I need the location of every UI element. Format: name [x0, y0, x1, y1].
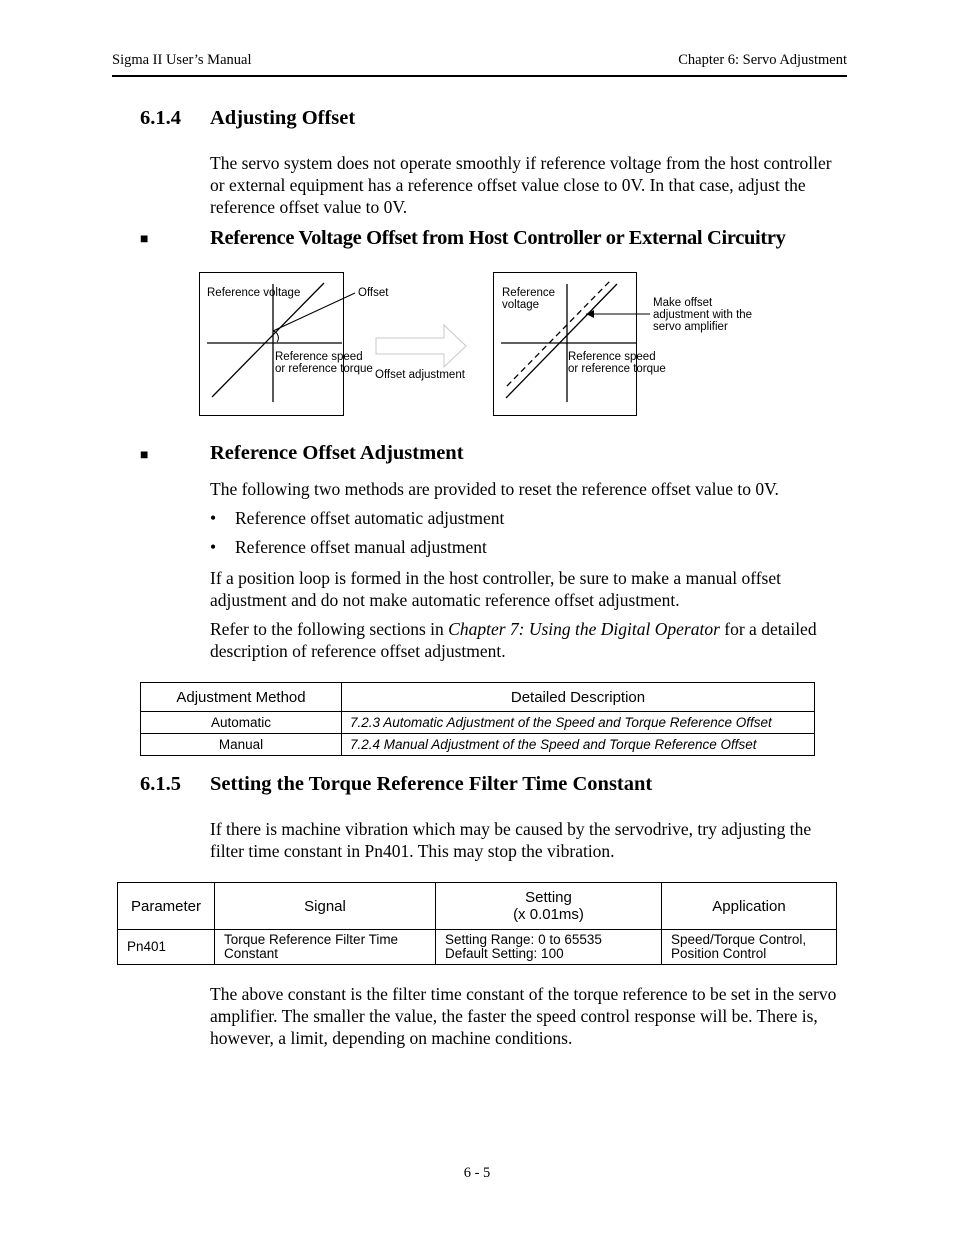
table-cell-method: Manual — [141, 734, 342, 756]
subhead-offset-adjustment: Reference Offset Adjustment — [210, 442, 464, 464]
application-line: Speed/Torque Control, — [671, 932, 807, 947]
refer-pre: Refer to the following sections in — [210, 619, 449, 639]
methods-intro: The following two methods are provided to reset the reference offset value to 0V. — [210, 479, 779, 499]
refer-post: for a detailed description of reference offset adjustment. — [210, 619, 817, 661]
refer-paragraph — [210, 618, 820, 662]
square-bullet-icon: ■ — [140, 232, 149, 247]
right-xlabel: Reference speed or reference torque — [568, 351, 666, 375]
application-cell — [662, 930, 837, 965]
parameter-table — [117, 882, 837, 965]
adjustment-method-table — [140, 682, 815, 756]
table-row — [141, 712, 815, 734]
table-cell-method: Automatic — [141, 712, 342, 734]
header-rule — [112, 75, 847, 77]
method-automatic: Reference offset automatic adjustment — [235, 508, 505, 528]
setting-default: Default Setting: 100 — [445, 946, 564, 961]
header-chapter: Chapter 6: Servo Adjustment — [678, 52, 847, 68]
table-header-cell: Parameter — [118, 883, 215, 930]
table-row — [118, 930, 837, 965]
section-6-1-5-heading — [140, 773, 840, 799]
position-loop-note: If a position loop is formed in the host controller, be sure to make a manual offset adjustment and do not make automatic reference offset adjustment. — [210, 568, 781, 610]
table-header-cell — [436, 883, 662, 930]
table-cell-description: 7.2.3 Automatic Adjustment of the Speed and Torque Reference Offset — [342, 712, 815, 734]
chapter-7-reference: Chapter 7: Using the Digital Operator — [448, 619, 720, 639]
setting-unit-header: (x 0.01ms) — [513, 906, 584, 923]
setting-range: Setting Range: 0 to 65535 — [445, 932, 602, 947]
parameter-cell: Pn401 — [118, 930, 215, 965]
left-xlabel: Reference speed or reference torque — [275, 351, 373, 375]
section-number: 6.1.5 — [140, 773, 181, 795]
header-manual-title: Sigma II User’s Manual — [112, 52, 252, 68]
right-ylabel: Reference voltage — [502, 287, 556, 311]
table-cell-description: 7.2.4 Manual Adjustment of the Speed and Torque Reference Offset — [342, 734, 815, 756]
left-offset-label: Offset — [358, 287, 389, 299]
closing-paragraph: The above constant is the filter time constant of the torque reference to be set in the servo amplifier. The smaller the value, the faster the speed control response will be. There is, however, a limit, depending on machine conditions. — [210, 984, 837, 1048]
list-item — [210, 508, 810, 530]
bullet-dot-icon: • — [210, 508, 217, 528]
method-manual: Reference offset manual adjustment — [235, 537, 487, 557]
offset-diagram — [198, 271, 838, 416]
table-header-cell: Detailed Description — [342, 683, 815, 712]
subhead-voltage-offset: Reference Voltage Offset from Host Controller or External Circuitry — [210, 227, 786, 249]
table-header-row — [118, 883, 837, 930]
section-number: 6.1.4 — [140, 107, 181, 129]
section-title: Setting the Torque Reference Filter Time Constant — [210, 773, 653, 795]
list-item — [210, 537, 810, 559]
table-header-cell: Application — [662, 883, 837, 930]
filter-intro-paragraph: If there is machine vibration which may be caused by the servodrive, try adjusting the filter time constant in Pn401. This may stop the vibration. — [210, 819, 812, 861]
table-row — [141, 734, 815, 756]
setting-cell — [436, 930, 662, 965]
signal-line: Constant — [224, 946, 279, 961]
setting-header: Setting — [525, 889, 572, 906]
table-header-cell: Signal — [215, 883, 436, 930]
bullet-dot-icon: • — [210, 537, 217, 557]
table-header-cell: Adjustment Method — [141, 683, 342, 712]
signal-line: Torque Reference Filter Time — [224, 932, 399, 947]
table-header-row — [141, 683, 815, 712]
square-bullet-icon: ■ — [140, 448, 149, 463]
arrow-label: Offset adjustment — [375, 369, 465, 381]
offset-intro-paragraph: The servo system does not operate smoothly if reference voltage from the host controller or external equipment has a reference offset value close to 0V. In that case, adjust the reference offset value to 0V. — [210, 153, 832, 217]
section-6-1-4-heading — [140, 107, 840, 133]
page-number: 6 - 5 — [463, 1165, 491, 1181]
section-title: Adjusting Offset — [210, 107, 356, 129]
application-line: Position Control — [671, 946, 767, 961]
signal-cell — [215, 930, 436, 965]
right-note: Make offset adjustment with the servo amplifier — [653, 297, 753, 333]
left-ylabel: Reference voltage — [207, 287, 301, 299]
